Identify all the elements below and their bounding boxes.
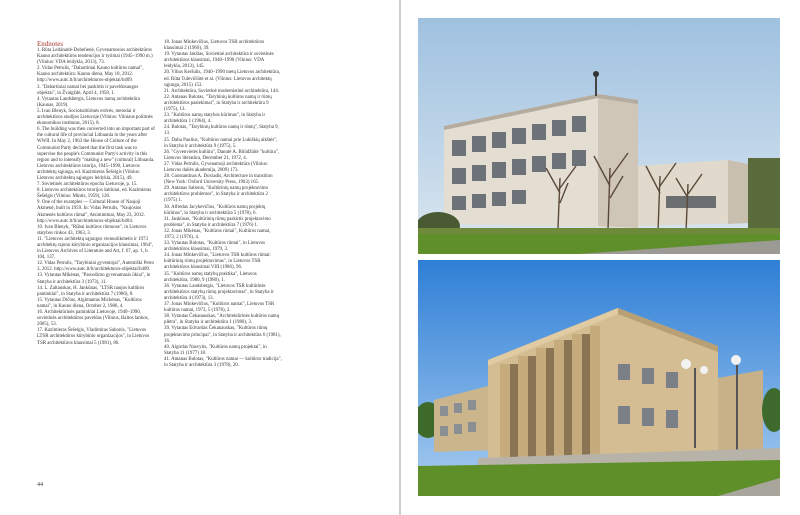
endnote-item: 39. Vytautas Edvardas Čekanauskas, "Kultūros rūmų projektavimo principai", in Statyba ir architektūra 6 (1981), 16. bbox=[164, 326, 281, 344]
endnote-item: 19. Vytautas Jakštas, Sovietinė architektūra ir sovietinės architektūros klausimai, 1940–1990 (Vilnius: VDA leidykla, 2013), 145. bbox=[164, 52, 274, 70]
endnote-item: 21. Architektūra, Sovietinė modernistinė architektūra, 144. bbox=[164, 88, 280, 94]
endnote-item: 5. Ivan Blenyk, Sociokultūrinės erdvės, metodai ir architektūros studijos Lietuvoje (Vilnius: Vilniaus politinės ekonomikos institutas, 2015), 8. bbox=[37, 108, 153, 127]
endnote-item: 25. Dalia Paulius, "Kultūros namai prie Lukiškių aikštės", in Statyba ir architektūra 9 (1975), 5. bbox=[164, 137, 278, 149]
endnote-item: 30. Alfredas Jacykevičius, "Kultūros namų projektų kūrimas", in Statyba ir architektūra 5 (1978), 6. bbox=[164, 204, 266, 216]
endnotes-column-left bbox=[37, 48, 155, 347]
endnote-item: 18. Jonas Minkevičius, Lietuvos TSR architektūros klausimai 2 (1960), 39. bbox=[164, 40, 265, 52]
endnote-item: 37. Jonas Minkevičius, "Kultūros namai", Lietuvos TSR kultūros namai, 1973, 5 (1978), 2. bbox=[164, 302, 275, 314]
endnote-item: 4. Vytautas Landsbergis, Lietuvos namų architektūra (Kaunas, 2019). bbox=[37, 96, 140, 108]
endnote-item: 31. Jankūnas, "Kultūrinių rūmų paskirtis projektavimo problema", in Statyba ir architektūra 7 (1976) 1. bbox=[164, 216, 271, 228]
endnote-item: 11. "Lietuvos architektų sąjungos vienuolikmetis ir 1973 architektų rajono kūrybinio organizacijos klausimai, 1964", in Lietuvos Archives of Literature and Art, f. 67, ap. 1, b. 104, 137. bbox=[37, 236, 154, 261]
endnote-item: 20. Vilius Keršulis, 1940–1990 metų Lietuvos architektūra, ed. Rūta Tulevičiūtė et al. (Vilnius: Lietuvos architektų sąjunga, 2015) 153. bbox=[164, 70, 281, 88]
endnote-item: 24. Bulotas, "Tarybinių kultūros namų ir rūmų", Statyba 9, 13. bbox=[164, 125, 279, 137]
endnote-item: 15. Vytautas Dičius, Algimantas Mickėnas, "Kultūros namai", in Kauno diena, October 2, 1986, 4. bbox=[37, 297, 142, 309]
endnote-item: 9. One of the examples — Cultural House of Naujoji Akmenė, built in 1959. In: Vidas Petrulis, "Naujosios Akmenės kultūros rūmai", Atsiminimai, May 23, 2012. http://www.autc.lt/lt/architekturos-objektai/b404. bbox=[37, 200, 145, 224]
endnote-item: 34. Jonas Minkevičius, "Lietuvos TSR kultūros rūmai: kultūrinių rūmų projektavimas", in Lietuvos TSR architektūros klausimai VIII (1986), 96. bbox=[164, 253, 271, 271]
endnote-item: 7. Sovietinės architektūros epocha Lietuvoje, p. 15. bbox=[37, 182, 138, 188]
page-number: 44 bbox=[37, 482, 43, 488]
endnote-item: 16. Architektūrinės paminklai Lietuvoje, 1940–1990, sovietinės architektūros paveldas (Vilnius, Baltos lankos, 2005), 53. bbox=[37, 310, 149, 328]
endnote-item: 33. Vytautas Bulotas, "Kultūros rūmai", in Lietuvos architektūros klausimai, 1979, 3. bbox=[164, 241, 266, 253]
endnote-item: 41. Antanas Bulotas, "Kultūros namai — kultūros tradicija", in Statyba ir architektūra 3 (1978), 20. bbox=[164, 356, 282, 368]
endnote-item: 36. Vytautas Landsbergis, "Lietuvos TSR kultūrinės architektūros statybų rūmų projektavimas", in Statyba ir architektūra 4 (1973), 13. bbox=[164, 283, 274, 301]
endnote-item: 22. Antanas Bulotas, "Tarybinių kultūros namų ir rūmų architektūros pasiekimai", in Statyba ir architektūra 9 (1975), 13. bbox=[164, 94, 272, 113]
endnote-item: 14. L. Zaltauskas, H. Jankūnas, "LTSR naujos kultūros paminklai", in Statyba ir architektūra 7 (1986), 8. bbox=[37, 285, 145, 297]
endnote-item: 38. Vytautas Čekanauskas, "Architektūrinės kultūros namų plėtra", in Statyba ir architektūra 1 (1980), 3. bbox=[164, 314, 280, 326]
endnotes-heading: Endnotes bbox=[37, 40, 64, 48]
endnote-item: 17. Kazimieras Šešelgis, Vladimiras Sabonis, "Lietuvos LTSR architektūros kūrybinio organizacijos", in Lietuvos TSR architektūros klausimai 5 (1981), 86. bbox=[37, 328, 150, 346]
endnote-item: 35. "Kultūros namų statybų praktika", Lietuvos architektūra, 1980, 9 (1980), 1. bbox=[164, 271, 257, 283]
endnote-item: 32. Jonas Mikėnas, "Kultūros rūmai", Kultūros namai, 1973, 2 (1976), 4. bbox=[164, 228, 271, 240]
endnote-item: 6. The building was then converted into an important part of the cultural life of provincial Lithuania in the years after WWII. In May 2, 1963 the House of Culture of the Communist Party declared that the first task was to supervise the people's Communist Party's activity in this region and to intensify "making a new" (cultural) Lithuania. Lietuvos architektūros istorija, 1945–1990, Lietuvos architektų sąjunga, ed. Kazimieras Šešelgis (Vilnius: Lietuvos architektų sąjungos leidykla, 2015), 49. bbox=[37, 127, 155, 181]
photo-house-of-culture-seduva bbox=[418, 18, 780, 254]
endnote-item: 27. Vidas Petrulis, Gyvenamoji architektūra (Vilnius: Lietuvos dailės akademija, 2009) 173. bbox=[164, 161, 269, 173]
endnote-item: 3. "Dabartiniai namai bei paskirtis ir paveldosaugos objektai", in Žvaigždė, April 4, 1958, 1. bbox=[37, 84, 139, 96]
endnote-item: 29. Antanas Sabonis, "Kultūrinių namų projektavimo architektūros problemos", in Statyba ir architektūra 2 (1975) 1. bbox=[164, 186, 269, 204]
photo-house-of-culture-gegute bbox=[418, 260, 780, 496]
endnote-item: 28. Constantinas A. Doxiadis, Architecture in transition (New York: Oxford University Press, 1963) 165. bbox=[164, 174, 273, 186]
endnote-item: 1. Rūta Leitānaitė-Dobelienė, Gyvenamosios architektūros Kauno architektūros tendencijos ir tyrimai (1945–1990 m.) (Vilnius: VDA leidykla, 2013), 73. bbox=[37, 48, 153, 66]
endnote-item: 40. Algirdas Nasvytis, "Kultūros namų projektai", in Statyba 11 (1977) 18. bbox=[164, 344, 267, 356]
endnote-item: 13. Vytautas Mikėnas, "Paruošimo gyvenamasis ūkiai", in Statyba ir architektūra 3 (1973), 11. bbox=[37, 273, 151, 285]
left-page bbox=[0, 0, 399, 515]
endnote-item: 12. Vidas Petrulis, "Tarybiniai gyventojai", Autentiški Petro 3, 2012. http://www.autc.lt/lt/architekturos-objektai/b409. bbox=[37, 261, 154, 273]
endnote-item: 8. Lietuvos architektūros istorijos šaltiniai, ed. Kazimieras Šešelgis (Vilnius: Mintis, 1959), 120. bbox=[37, 188, 152, 200]
endnote-item: 23. "Kultūros namų statybos kūrimas", in Statyba ir architektūra 1 (1964), 4. bbox=[164, 113, 266, 125]
endnote-item: 2. Vidas Petrulis, "Dabartiniai Kauno kultūros namai", Kauno architektūra: Kauno diena, May 18, 2012. http://www.autc.lt/lt/architekturos-objektai/b409. bbox=[37, 66, 144, 84]
endnote-item: 10. Ivan Blenyk, "Rūbai kultūros rūmuose", in Lietuvos statybos rinkos 43, 1963, 3. bbox=[37, 224, 147, 236]
endnote-item: 26. "Gyvenvietės kultūra", Danutė A. Bliūdžiūtė "kultūra", Lietuvos literatūra, December 21, 1972, 4. bbox=[164, 149, 280, 161]
endnotes-column-right bbox=[164, 40, 282, 369]
